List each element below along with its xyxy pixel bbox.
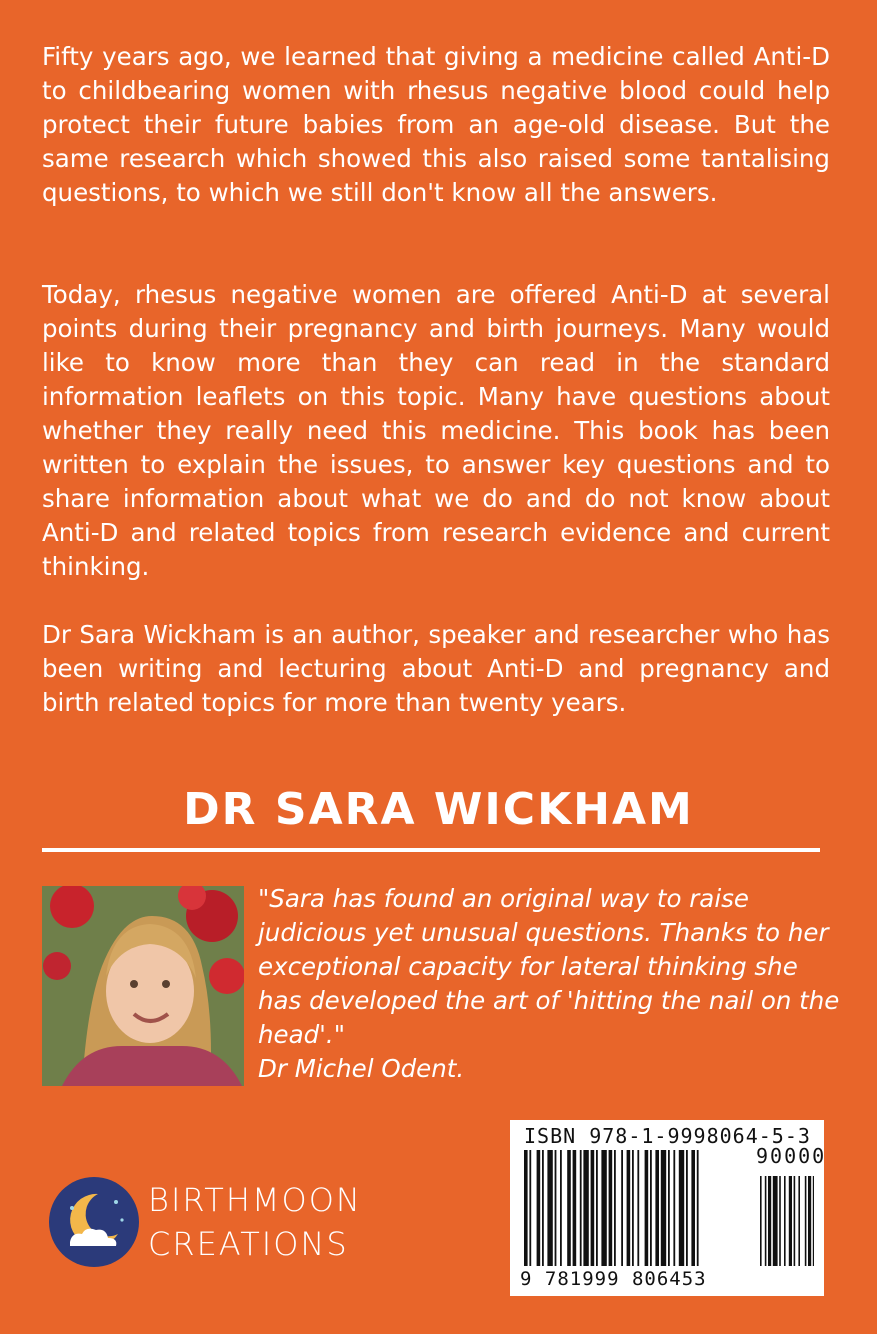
barcode-bar: [650, 1150, 652, 1266]
barcode-bar: [542, 1150, 544, 1266]
price-barcode-bar: [773, 1176, 778, 1266]
barcode-bar: [614, 1150, 616, 1266]
price-barcode-bar: [798, 1176, 800, 1266]
barcode-bar: [691, 1150, 695, 1266]
barcode-bar: [537, 1150, 541, 1266]
price-barcode-bar: [784, 1176, 786, 1266]
barcode-bar: [668, 1150, 670, 1266]
publisher-line-1: BIRTHMOON: [148, 1181, 362, 1219]
barcode-bar: [679, 1150, 684, 1266]
publisher-name: [148, 1178, 362, 1266]
price-barcode-bar: [789, 1176, 792, 1266]
barcode-bar: [632, 1150, 634, 1266]
description-paragraph: Today, rhesus negative women are offered Anti-D at several points during their pregnancy and birth journeys. Many would like to know more than they can read in the standard information leaflets on this topic. Many have questions about whether they really need this medicine. This book has been written to explain the issues, to answer key questions and to share information about what we do and do not know about Anti-D and related topics from research evidence and current thinking.: [42, 280, 830, 581]
barcode-bar: [637, 1150, 639, 1266]
barcode-bar: [621, 1150, 623, 1266]
barcode-bar: [697, 1150, 699, 1266]
barcode-bar: [591, 1150, 595, 1266]
price-barcode-bar: [779, 1176, 781, 1266]
barcode-bar: [601, 1150, 606, 1266]
author-name-heading: DR SARA WICKHAM: [183, 784, 694, 835]
price-barcode-bar: [768, 1176, 771, 1266]
barcode-bar: [596, 1150, 598, 1266]
price-barcode-bar: [794, 1176, 796, 1266]
publisher-line-2: CREATIONS: [148, 1225, 349, 1263]
divider-rule: [42, 848, 820, 852]
author-bio-paragraph: Dr Sara Wickham is an author, speaker and researcher who has been writing and lecturing about Anti-D and pregnancy and birth related topics for more than twenty years.: [42, 620, 830, 717]
price-barcode-bar: [765, 1176, 767, 1266]
price-barcode-bar: [805, 1176, 807, 1266]
barcode-bar: [560, 1150, 562, 1266]
testimonial-quote: [258, 882, 848, 1086]
author-photo: [42, 886, 244, 1086]
barcode-bar: [655, 1150, 659, 1266]
barcode-bar: [573, 1150, 577, 1266]
isbn-label: ISBN 978-1-9998064-5-3: [524, 1124, 811, 1148]
barcode-bar: [673, 1150, 675, 1266]
barcode-bar: [580, 1150, 582, 1266]
quote-text: "Sara has found an original way to raise judicious yet unusual questions. Thanks to her exceptional capacity for lateral thinking she has developed the art of 'hitting the nail on the head'.": [258, 884, 840, 1049]
barcode-bar: [661, 1150, 666, 1266]
barcode-bar: [686, 1150, 688, 1266]
price-barcode-bar: [760, 1176, 762, 1266]
price-barcode-bar: [808, 1176, 811, 1266]
moon-logo-icon: [48, 1176, 140, 1268]
barcode-bar: [555, 1150, 557, 1266]
price-barcode-bar: [813, 1176, 814, 1266]
barcode-bar: [627, 1150, 631, 1266]
barcode-bar: [583, 1150, 588, 1266]
barcode-bars: [524, 1150, 814, 1270]
barcode-bar: [524, 1150, 528, 1266]
barcode-number: 9 781999 806453: [520, 1268, 707, 1290]
isbn-barcode: [510, 1120, 827, 1296]
barcode-bar: [547, 1150, 552, 1266]
quote-attribution: Dr Michel Odent.: [258, 1054, 465, 1083]
barcode-bar: [609, 1150, 613, 1266]
barcode-bar: [529, 1150, 531, 1266]
barcode-bar: [567, 1150, 571, 1266]
price-code: 90000: [756, 1144, 827, 1168]
barcode-bar: [645, 1150, 649, 1266]
intro-paragraph: Fifty years ago, we learned that giving a medicine called Anti-D to childbearing women with rhesus negative blood could help protect their future babies from an age-old disease. But the same research which showed this also raised some tantalising questions, to which we still don't know all the answers.: [42, 42, 830, 207]
